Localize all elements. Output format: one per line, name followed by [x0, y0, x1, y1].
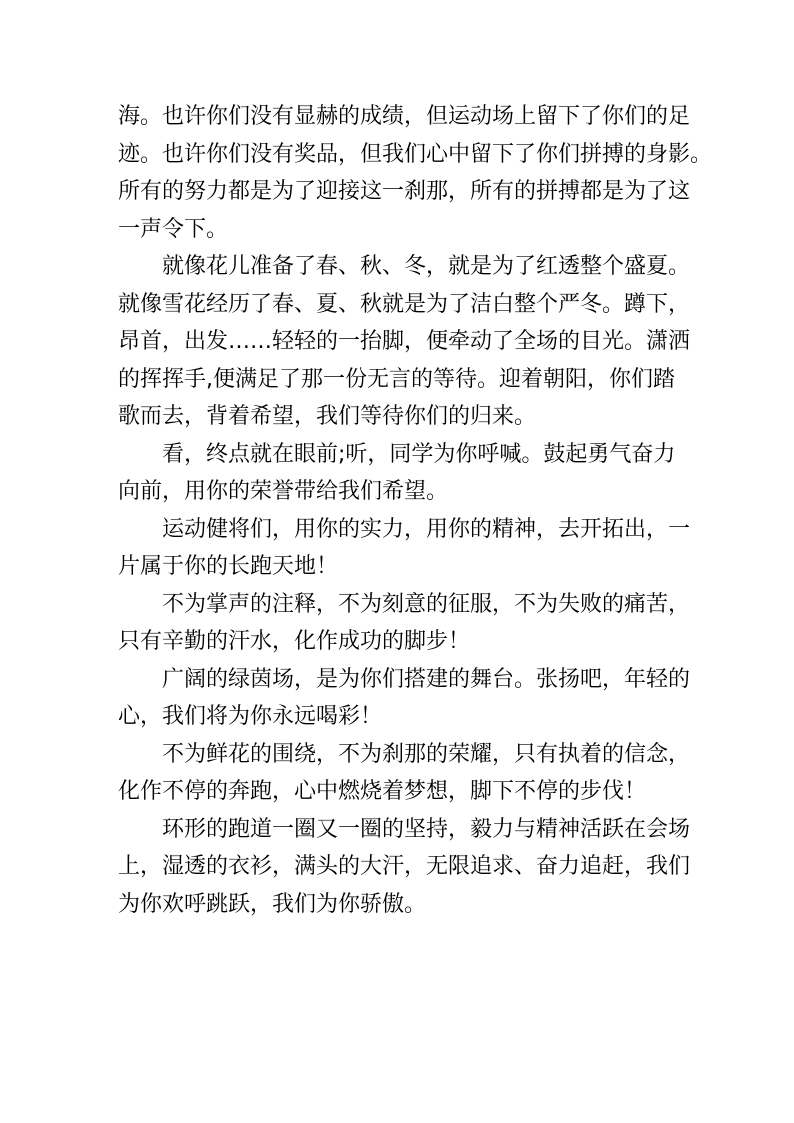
text-line: 一声令下。	[118, 216, 229, 242]
paragraph-1	[118, 98, 713, 248]
text-line: 不为掌声的注释，不为刻意的征服，不为失败的痛苦，	[162, 591, 691, 617]
text-line: 迹。也许你们没有奖品，但我们心中留下了你们拼搏的身影。	[118, 141, 713, 167]
text-line: 昂首，出发……轻轻的一抬脚，便牵动了全场的目光。潇洒	[118, 329, 691, 354]
text-line: 就像花儿准备了春、秋、冬，就是为了红透整个盛夏。	[162, 254, 691, 279]
text-line: 运动健将们，用你的实力，用你的精神，去开拓出，一	[162, 516, 691, 542]
text-line: 心，我们将为你永远喝彩！	[118, 704, 383, 729]
body-text	[118, 98, 713, 923]
text-line: 只有辛勤的汗水，化作成功的脚步！	[118, 629, 471, 654]
text-line: 为你欢呼跳跃，我们为你骄傲。	[118, 891, 427, 917]
paragraph-6	[118, 661, 698, 736]
text-line: 化作不停的奔跑，心中燃烧着梦想，脚下不停的步伐！	[118, 779, 647, 804]
text-line: 所有的努力都是为了迎接这一刹那，所有的拼搏都是为了这	[118, 179, 691, 204]
text-line: 的挥挥手,便满足了那一份无言的等待。迎着朝阳，你们踏	[118, 366, 675, 392]
text-line: 歌而去，背着希望，我们等待你们的归来。	[118, 404, 537, 429]
paragraph-2	[118, 248, 698, 436]
paragraph-4	[118, 511, 698, 586]
text-line: 不为鲜花的围绕，不为刹那的荣耀，只有执着的信念，	[162, 741, 691, 767]
paragraph-8	[118, 811, 698, 924]
text-line: 向前，用你的荣誉带给我们希望。	[118, 479, 449, 504]
text-line: 看，终点就在眼前;听，同学为你呼喊。鼓起勇气奋力	[162, 441, 676, 467]
paragraph-7	[118, 736, 698, 811]
text-line: 片属于你的长跑天地！	[118, 554, 339, 579]
text-line: 广阔的绿茵场，是为你们搭建的舞台。张扬吧，年轻的	[162, 666, 691, 692]
paragraph-5	[118, 586, 698, 661]
paragraph-3	[118, 436, 698, 511]
text-line: 海。也许你们没有显赫的成绩，但运动场上留下了你们的足	[118, 104, 691, 129]
text-line: 上，湿透的衣衫，满头的大汗，无限追求、奋力追赶，我们	[118, 854, 691, 879]
text-line: 就像雪花经历了春、夏、秋就是为了洁白整个严冬。蹲下，	[118, 291, 691, 317]
text-line: 环形的跑道一圈又一圈的坚持，毅力与精神活跃在会场	[162, 816, 691, 842]
